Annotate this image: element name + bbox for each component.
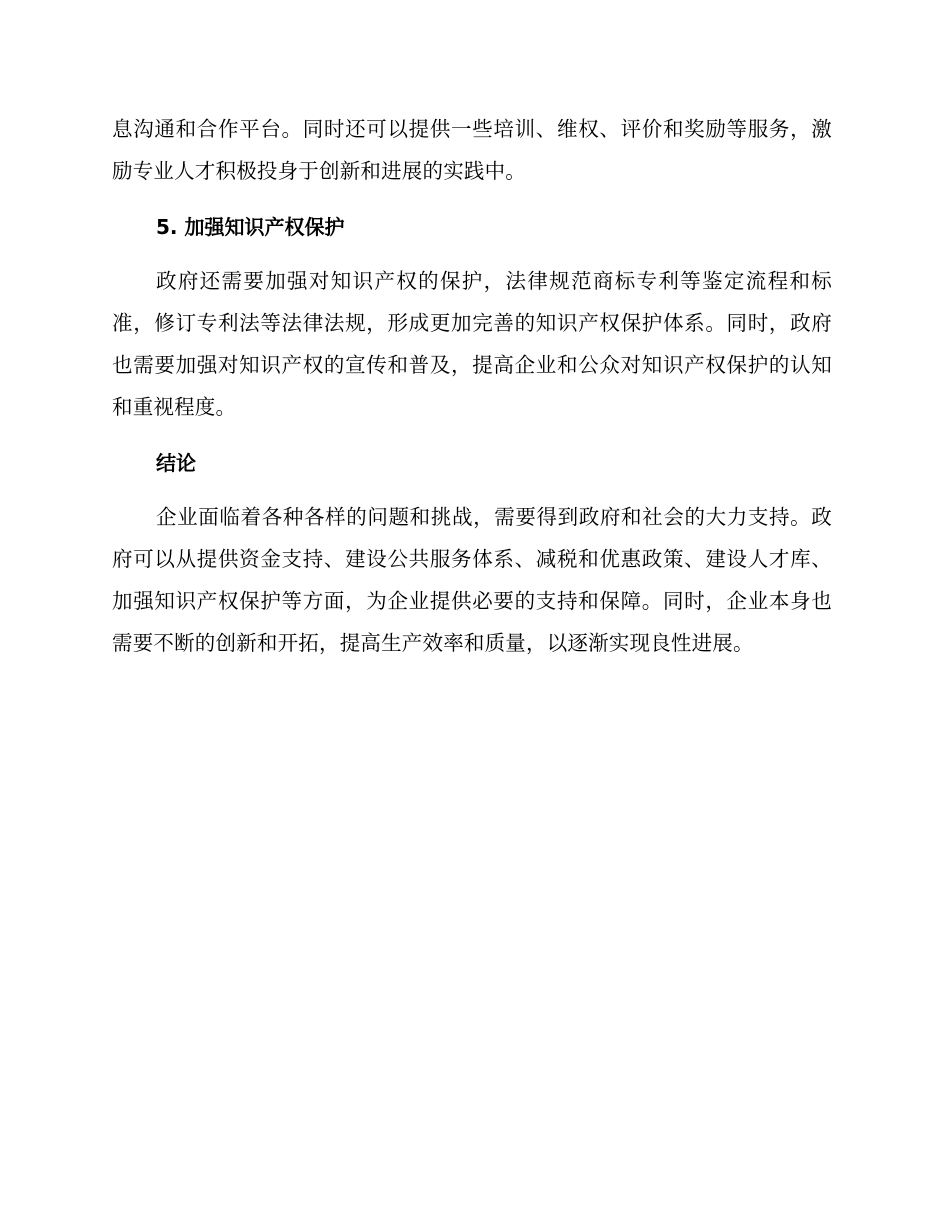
section-heading-ip-protection: 5. 加强知识产权保护 [156, 215, 345, 239]
section-heading-conclusion: 结论 [156, 451, 196, 475]
paragraph-continuation: 息沟通和合作平台。同时还可以提供一些培训、维权、评价和奖励等服务，激励专业人才积极投身于创新和进展的实践中。 [112, 117, 832, 183]
document-page [112, 108, 832, 664]
paragraph-conclusion: 企业面临着各种各样的问题和挑战，需要得到政府和社会的大力支持。政府可以从提供资金支持、建设公共服务体系、减税和优惠政策、建设人才库、加强知识产权保护等方面，为企业提供必要的支持和保障。同时，企业本身也需要不断的创新和开拓，提高生产效率和质量，以逐渐实现良性进展。 [112, 505, 832, 655]
paragraph-ip-protection: 政府还需要加强对知识产权的保护，法律规范商标专利等鉴定流程和标准，修订专利法等法律法规，形成更加完善的知识产权保护体系。同时，政府也需要加强对知识产权的宣传和普及，提高企业和公众对知识产权保护的认知和重视程度。 [112, 269, 832, 419]
